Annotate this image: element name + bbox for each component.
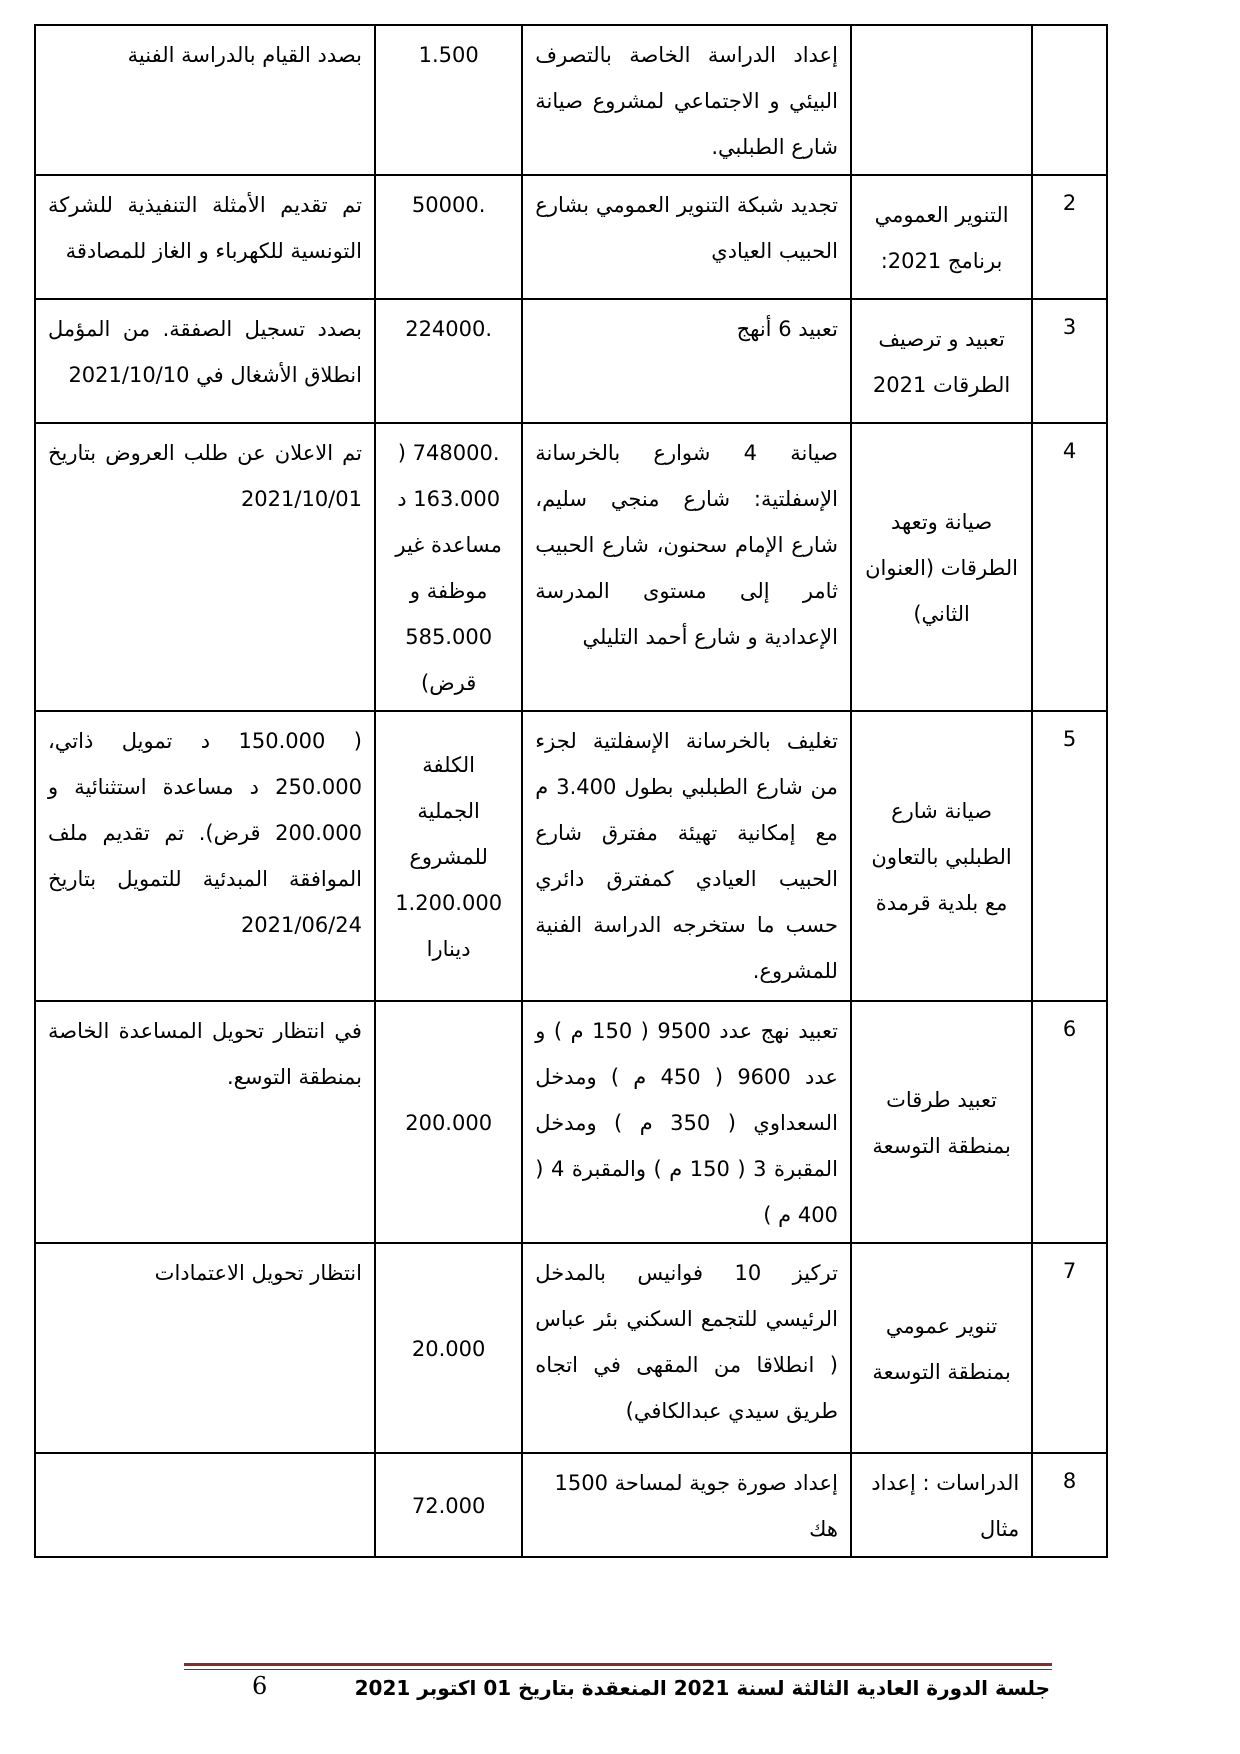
project-subject: صيانة شارع الطبلبي بالتعاون مع بلدية قرمدة (851, 711, 1032, 1001)
footer-session-text: جلسة الدورة العادية الثالثة لسنة 2021 المنعقدة بتاريخ 01 اكتوبر 2021 (354, 1676, 1050, 1700)
project-subject: تعبيد طرقات بمنطقة التوسعة (851, 1001, 1032, 1243)
project-cost: .224000 (375, 299, 522, 423)
project-notes: تم تقديم الأمثلة التنفيذية للشركة التونسية للكهرباء و الغاز للمصادقة (35, 175, 375, 299)
table-row (35, 25, 1107, 175)
page-number: 6 (252, 1672, 268, 1700)
project-description: تجديد شبكة التنوير العمومي بشارع الحبيب العيادي (522, 175, 851, 299)
project-subject: صيانة وتعهد الطرقات (العنوان الثاني) (851, 423, 1032, 711)
project-cost: 1.500 (375, 25, 522, 175)
row-number: 7 (1032, 1243, 1107, 1453)
row-number: 3 (1032, 299, 1107, 423)
project-cost: 72.000 (375, 1453, 522, 1557)
project-notes (35, 1453, 375, 1557)
project-description: تعبيد نهج عدد 9500 ( 150 م ) و عدد 9600 ( 450 م ) ومدخل السعداوي ( 350 م ) ومدخل المقبرة 3 ( 150 م ) والمقبرة 4 ( 400 م ) (522, 1001, 851, 1243)
row-number: 4 (1032, 423, 1107, 711)
row-number: 5 (1032, 711, 1107, 1001)
table-row (35, 299, 1107, 423)
project-cost: 20.000 (375, 1243, 522, 1453)
project-description: صيانة 4 شوارع بالخرسانة الإسفلتية: شارع منجي سليم، شارع الإمام سحنون، شارع الحبيب ثامر إلى مستوى المدرسة الإعدادية و شارع أحمد التليلي (522, 423, 851, 711)
footer-divider (184, 1663, 1052, 1666)
table-row (35, 1001, 1107, 1243)
project-notes: انتظار تحويل الاعتمادات (35, 1243, 375, 1453)
project-notes: بصدد القيام بالدراسة الفنية (35, 25, 375, 175)
footer-divider-thin (184, 1669, 1052, 1670)
row-number: 6 (1032, 1001, 1107, 1243)
row-number: 2 (1032, 175, 1107, 299)
row-number: 8 (1032, 1453, 1107, 1557)
project-subject: التنوير العمومي برنامج 2021: (851, 175, 1032, 299)
projects-table (34, 24, 1108, 1558)
table-row (35, 711, 1107, 1001)
project-description: تغليف بالخرسانة الإسفلتية لجزء من شارع الطبلبي بطول 3.400 م مع إمكانية تهيئة مفترق شارع الحبيب العيادي كمفترق دائري حسب ما ستخرجه الدراسة الفنية للمشروع. (522, 711, 851, 1001)
project-subject: تعبيد و ترصيف الطرقات 2021 (851, 299, 1032, 423)
project-notes: تم الاعلان عن طلب العروض بتاريخ 2021/10/01 (35, 423, 375, 711)
table-row (35, 1243, 1107, 1453)
project-description: تركيز 10 فوانيس بالمدخل الرئيسي للتجمع السكني بئر عباس ( انطلاقا من المقهى في اتجاه طريق سيدي عبدالكافي) (522, 1243, 851, 1453)
project-cost: 200.000 (375, 1001, 522, 1243)
project-subject (851, 25, 1032, 175)
table-row (35, 423, 1107, 711)
project-description: إعداد صورة جوية لمساحة 1500 هك (522, 1453, 851, 1557)
project-notes: بصدد تسجيل الصفقة. من المؤمل انطلاق الأشغال في 2021/10/10 (35, 299, 375, 423)
table-row (35, 175, 1107, 299)
project-subject: الدراسات : إعداد مثال (851, 1453, 1032, 1557)
table-row (35, 1453, 1107, 1557)
project-subject: تنوير عمومي بمنطقة التوسعة (851, 1243, 1032, 1453)
project-notes: في انتظار تحويل المساعدة الخاصة بمنطقة التوسع. (35, 1001, 375, 1243)
project-description: تعبيد 6 أنهج (522, 299, 851, 423)
project-notes: ( 150.000 د تمويل ذاتي، 250.000 د مساعدة استثنائية و 200.000 قرض). تم تقديم ملف الموافقة المبدئية للتمويل بتاريخ 2021/06/24 (35, 711, 375, 1001)
project-cost: الكلفة الجملية للمشروع 1.200.000 دينارا (375, 711, 522, 1001)
project-cost: .50000 (375, 175, 522, 299)
project-cost: .748000 ( 163.000 د مساعدة غير موظفة و 585.000 قرض) (375, 423, 522, 711)
row-number (1032, 25, 1107, 175)
project-description: إعداد الدراسة الخاصة بالتصرف البيئي و الاجتماعي لمشروع صيانة شارع الطبلبي. (522, 25, 851, 175)
